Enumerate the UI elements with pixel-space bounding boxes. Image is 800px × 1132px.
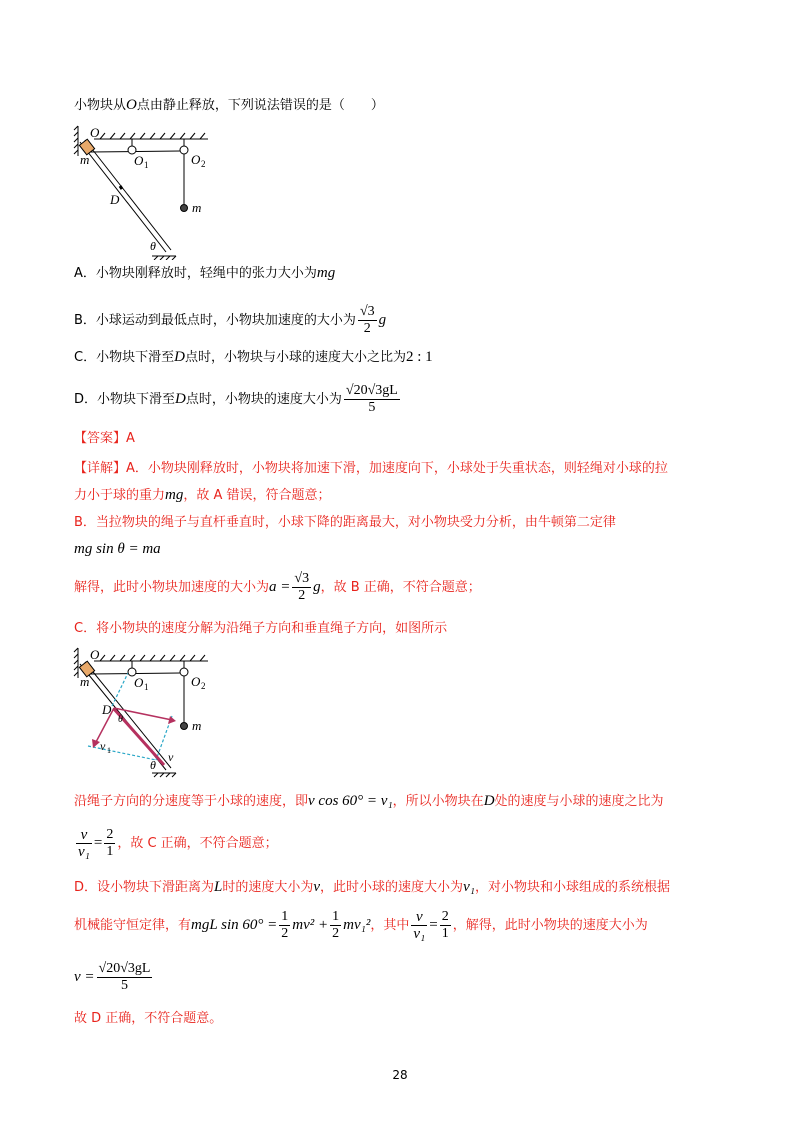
equation-newton: mg sin θ = ma — [74, 541, 161, 557]
svg-text:1: 1 — [144, 682, 149, 692]
label-theta-small: θ — [118, 714, 123, 725]
label-o2: O — [191, 674, 201, 689]
point-o: O — [126, 97, 137, 113]
label-v: v — [168, 750, 174, 764]
label-o1: O — [134, 153, 144, 168]
explain-line-12: 故 D 正确，不符合题意。 — [74, 1011, 223, 1026]
label-d: D — [110, 192, 120, 207]
explain-line-5: 解得，此时小物块加速度的大小为a = $\frac{√3}{2}$ g，故 B 正确，不符合题意； — [74, 571, 481, 603]
option-c: C．小物块下滑至D点时，小物块与小球的速度大小之比为2 : 1 — [74, 349, 433, 365]
label-m-block: m — [80, 674, 90, 689]
explain-line-10: 机械能守恒定律，有mgL sin 60° = $\frac{1}{2}$ mv² + $\frac{1}{2}$ mv₁²，其中 $\frac{v}{\text{v₁}}$ = $\frac{2}{1}$ ，解得，此时小物块的速度大小为 — [74, 909, 648, 942]
figure-2 — [72, 646, 222, 778]
explain-line-3: B．当拉物块的绳子与直杆垂直时，小球下降的距离最大，对小物块受力分析，由牛顿第二定律 — [74, 515, 616, 530]
label-o2: O — [191, 152, 201, 167]
label-m-ball: m — [192, 718, 202, 733]
label-d: D — [102, 702, 112, 717]
explain-line-8: $\frac{v}{\text{v₁}}$ = $\frac{2}{1}$ ，故 C 正确，不符合题意； — [78, 827, 278, 860]
label-theta: θ — [150, 758, 156, 772]
explain-line-2: 力小于球的重力mg，故 A 错误，符合题意； — [74, 487, 331, 503]
explain-line-11: v = $\frac{√20√3gL}{5}$ — [74, 961, 151, 993]
answer: 【答案】A — [74, 431, 135, 446]
page-number: 28 — [392, 1068, 408, 1082]
explain-line-6: C．将小物块的速度分解为沿绳子方向和垂直绳子方向，如图所示 — [74, 621, 448, 636]
svg-text:1: 1 — [144, 160, 149, 170]
svg-text:1: 1 — [107, 746, 111, 755]
label-v1: v — [100, 739, 106, 753]
explain-line-1: 【详解】A．小物块刚释放时，小物块将加速下滑，加速度向下，小球处于失重状态，则轻绳对小球的拉 — [74, 461, 668, 476]
label-m-block: m — [80, 152, 90, 167]
label-o: O — [90, 125, 100, 140]
label-m-ball: m — [192, 200, 202, 215]
question-stem: 小物块从O点由静止释放，下列说法错误的是（ ） — [74, 97, 384, 113]
explain-line-7: 沿绳子方向的分速度等于小球的速度，即v cos 60° = v₁，所以小物块在D处的速度与小球的速度之比为 — [74, 793, 664, 809]
figure-1 — [72, 124, 222, 260]
label-o: O — [90, 647, 100, 662]
option-d: D．小物块下滑至D点时，小物块的速度大小为 $\frac{√20√3gL}{5}$ — [74, 383, 398, 415]
svg-text:2: 2 — [201, 159, 206, 169]
option-a: A．小物块刚释放时，轻绳中的张力大小为mg — [74, 265, 336, 281]
label-o1: O — [134, 675, 144, 690]
explain-line-9: D．设小物块下滑距离为L时的速度大小为v，此时小球的速度大小为v₁，对小物块和小球组成的系统根据 — [74, 879, 670, 895]
svg-text:2: 2 — [201, 681, 206, 691]
option-b: B．小球运动到最低点时，小物块加速度的大小为 $\frac{√3}{2}$ g — [74, 304, 387, 336]
label-theta: θ — [150, 239, 156, 253]
